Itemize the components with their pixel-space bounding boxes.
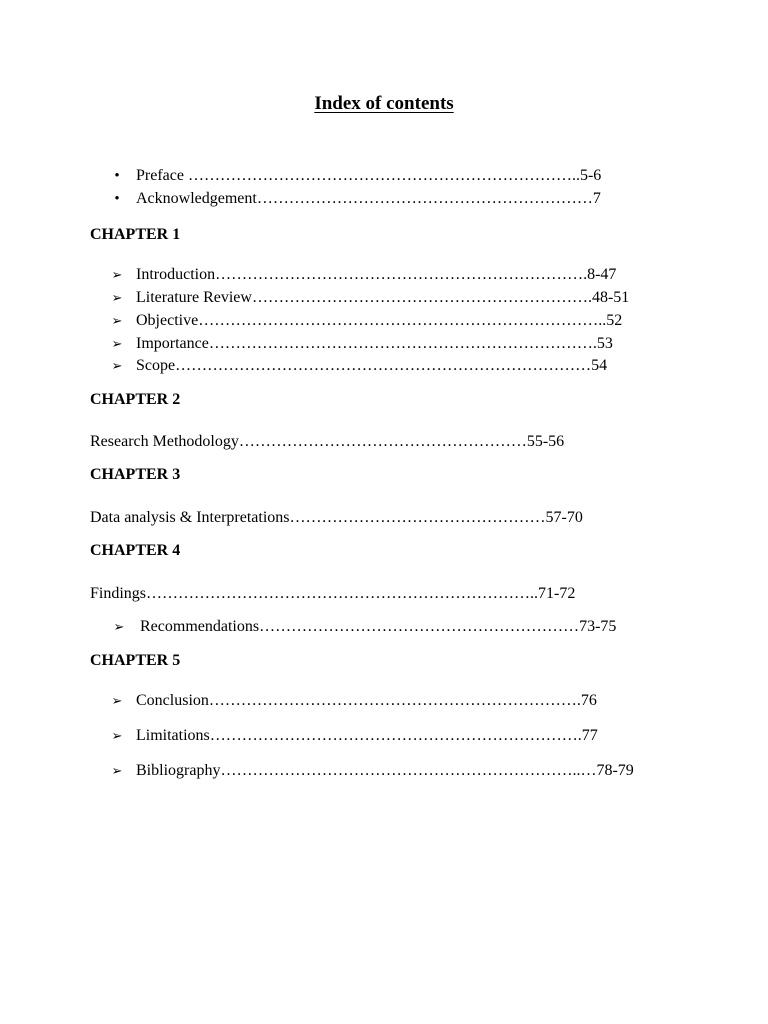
arrow-bullet-icon: ➢ [111, 693, 123, 708]
toc-entry-recommendations: Recommendations……………………………………………………73-75 [140, 618, 617, 635]
chapter-heading: CHAPTER 3 [90, 466, 181, 483]
arrow-bullet-icon: ➢ [111, 728, 123, 743]
chapter-heading: CHAPTER 1 [90, 226, 181, 243]
arrow-bullet-icon: ➢ [111, 313, 123, 328]
toc-entry-research-methodology: Research Methodology………………………………………………55-56 [90, 433, 565, 450]
toc-entry-objective: Objective…………………………………………………………………..52 [136, 312, 623, 329]
toc-entry-preface: Preface ………………………………………………………………..5-6 [136, 167, 602, 184]
arrow-bullet-icon: ➢ [111, 267, 123, 282]
chapter-heading: CHAPTER 2 [90, 391, 181, 408]
bullet-dot-icon: • [114, 168, 120, 184]
arrow-bullet-icon: ➢ [113, 619, 125, 634]
chapter-heading: CHAPTER 5 [90, 652, 181, 669]
toc-entry-acknowledgement: Acknowledgement………………………………………………………7 [136, 190, 601, 207]
toc-entry-scope: Scope……………………………………………………………………54 [136, 357, 608, 374]
toc-entry-data-analysis: Data analysis & Interpretations…………………………………………57-70 [90, 509, 583, 526]
toc-entry-limitations: Limitations…………………………………………………………….77 [136, 727, 598, 744]
bullet-dot-icon: • [114, 191, 120, 207]
page-title: Index of contents [314, 93, 454, 114]
arrow-bullet-icon: ➢ [111, 763, 123, 778]
arrow-bullet-icon: ➢ [111, 358, 123, 373]
toc-entry-bibliography: Bibliography…………………………………………………………..…78-79 [136, 762, 634, 779]
toc-entry-conclusion: Conclusion…………………………………………………………….76 [136, 692, 597, 709]
arrow-bullet-icon: ➢ [111, 336, 123, 351]
toc-entry-literature-review: Literature Review……………………………………………………….48-51 [136, 289, 630, 306]
chapter-heading: CHAPTER 4 [90, 542, 181, 559]
toc-entry-introduction: Introduction…………………………………………………………….8-47 [136, 266, 617, 283]
toc-entry-findings: Findings………………………………………………………………..71-72 [90, 585, 576, 602]
arrow-bullet-icon: ➢ [111, 290, 123, 305]
toc-entry-importance: Importance……………………………………………………………….53 [136, 335, 613, 352]
